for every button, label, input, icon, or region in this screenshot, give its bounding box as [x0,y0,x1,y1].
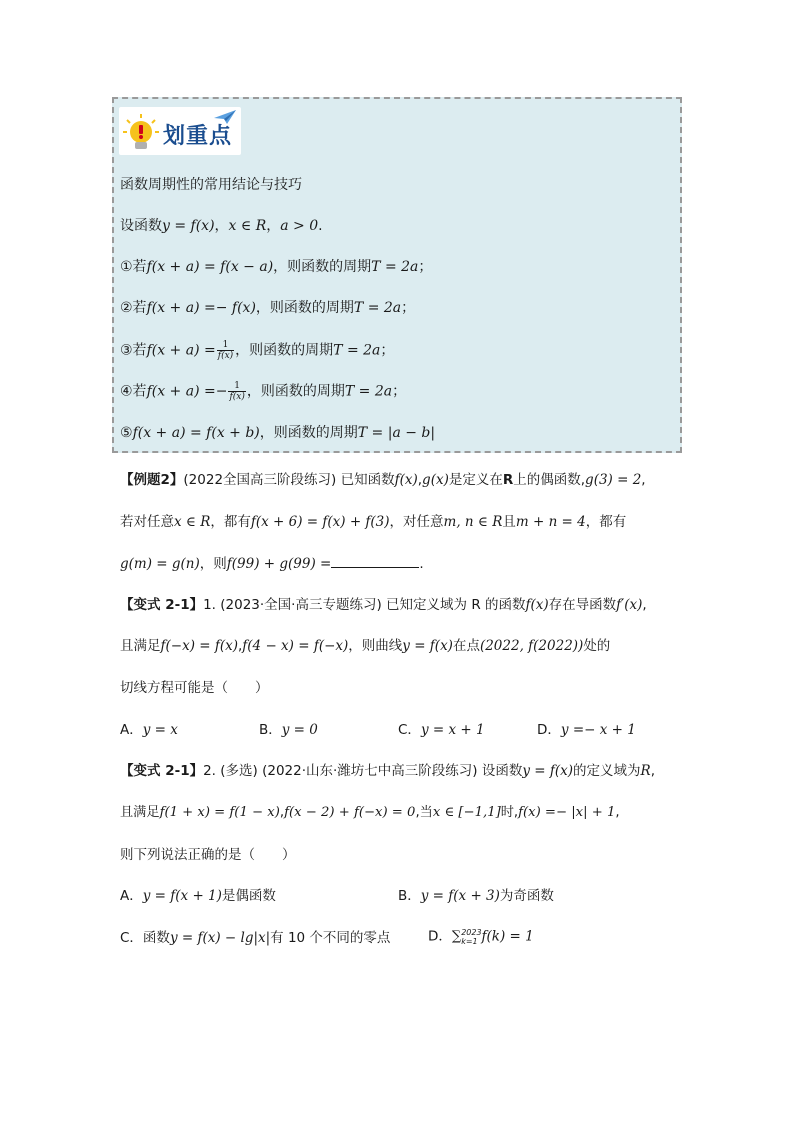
math: f(x + a) =− f(x) [146,300,256,316]
math: f(x) =− |x| + 1 [518,805,616,820]
math: m + n = 4 [515,514,586,530]
text: 且满足 [120,805,160,820]
text: ，则曲线 [348,638,403,654]
text: 是定义在 [448,472,503,488]
math: y = f(x + 3) [420,888,500,904]
math: f(k) = 1 [481,928,534,945]
text: . [419,556,424,572]
option-label: D． [428,928,452,945]
math: y = f(x) [522,763,574,779]
math: y = f(x) [162,218,215,234]
math: x ∈ [−1,1] [432,805,501,820]
rule-4 [120,381,406,402]
math: T = 2a [344,383,393,400]
math: f(x − 2) + f(−x) = 0 [284,805,416,820]
text: , [417,472,423,488]
rule-2 [120,299,415,317]
text: ； [380,342,395,359]
math: y =− x + 1 [560,722,636,738]
math: T = 2a [353,300,402,316]
variant1-option-b[interactable] [259,721,318,739]
math: f(x + a) = f(x − a) [146,259,274,275]
math: y = f(x) − lg|x| [169,930,271,946]
math: T = 2a [333,342,381,359]
text: ， [266,218,281,234]
text: ，都有 [585,514,627,530]
rule-5 [120,424,435,442]
text: 1. (2023·全国·高三专题练习) 已知定义域为 R 的函数 [203,597,526,613]
text: , [238,638,243,654]
math: a > 0 [280,218,319,234]
example2-line2 [120,513,626,531]
math: f(x) [394,472,418,488]
text: , [641,472,646,488]
fraction-numerator: 1 [228,381,245,392]
option-label: C． [398,722,421,738]
text: 设函数 [120,218,162,234]
math: m, n ∈ R [443,514,503,530]
math: (2022, f(2022)) [479,638,584,654]
variant1-line1 [120,596,647,614]
text: 且满足 [120,638,161,654]
example2-line3 [120,555,424,573]
text: 2. (多选) (2022·山东·潍坊七中高三阶段练习) 设函数 [203,763,523,779]
text: , [615,805,620,820]
math: f(x + a) = [146,342,216,359]
variant1-line2 [120,637,610,655]
text: ； [418,259,433,275]
variant2-option-d[interactable] [428,927,534,946]
option-label: A． [120,888,143,904]
text: ①若 [120,259,147,275]
text: 有 10 个不同的零点 [270,930,391,946]
text: ，则函数的周期 [246,383,345,400]
box-intro [120,217,323,235]
variant2-line3: 则下列说法正确的是（ ） [120,847,296,863]
text: 为奇函数 [499,888,554,904]
text: ,当 [415,805,433,820]
math: y = 0 [281,722,318,738]
lightbulb-icon [122,113,160,153]
example-tag: 【例题2】 [120,472,184,488]
badge-label: 划重点 [163,124,233,149]
option-label: D． [537,722,561,738]
variant1-line3: 切线方程可能是（ ） [120,680,269,696]
text: ，则函数的周期 [259,425,358,441]
math: R [640,763,651,779]
text: 上的偶函数, [513,472,586,488]
variant-tag: 【变式 2-1】 [120,763,204,779]
option-label: C．函数 [120,930,170,946]
variant2-option-b[interactable] [398,887,554,905]
text: R [502,472,514,488]
text: 处的 [583,638,611,654]
example2-line1 [120,471,646,489]
text: ，都有 [210,514,251,530]
text: ②若 [120,300,147,316]
text: . [318,218,323,234]
paper-plane-icon [213,109,237,125]
text: 时, [500,805,519,820]
text: ，则 [199,556,227,572]
math: y = x [142,722,178,738]
option-label: A． [120,722,143,738]
math: f(x) [525,597,549,613]
text: , [642,597,647,613]
text: 在点 [452,638,480,654]
math: f(x + a) = f(x + b) [132,425,260,441]
text: 是偶函数 [221,888,276,904]
math: g(m) = g(n) [120,556,200,572]
fraction-denominator: f(x) [229,392,245,402]
text: ④若 [120,383,147,400]
fraction-numerator: 1 [217,340,234,351]
math: x ∈ R [228,218,267,234]
variant2-option-a[interactable] [120,887,276,905]
text: 若对任意 [120,514,174,530]
math: f′(x) [616,597,643,613]
text: ，则函数的周期 [235,342,334,359]
text: ③若 [120,342,147,359]
text: ⑤ [120,425,133,441]
math: f(x + 6) = f(x) + f(3) [250,514,390,530]
math: x ∈ R [174,514,211,530]
variant2-line2 [120,804,620,822]
box-title: 函数周期性的常用结论与技巧 [120,177,302,193]
text: ，则函数的周期 [255,300,354,316]
math: f(99) + g(99) = [226,556,332,572]
variant1-option-c[interactable] [398,721,485,739]
sum-lower: k=1 [461,936,478,946]
summation: ∑ [451,929,462,944]
math: g(x) [422,472,449,488]
text: ，则函数的周期 [273,259,372,275]
math: y = f(x) [402,638,453,654]
option-label: B． [398,888,421,904]
math: T = |a − b| [357,425,436,441]
variant-tag: 【变式 2-1】 [120,597,204,613]
fraction [217,340,234,361]
text: 且 [502,514,516,530]
text: (2022全国高三阶段练习) 已知函数 [183,472,395,488]
math: f(4 − x) = f(−x) [242,638,349,654]
math: y = f(x + 1) [142,888,222,904]
variant2-option-c[interactable] [120,929,390,947]
text: 的定义域为 [573,763,641,779]
sum-limits [461,928,481,946]
text: ，对任意 [389,514,444,530]
text: ， [214,218,229,234]
rule-1 [120,258,432,276]
text: 存在导函数 [548,597,617,613]
math: T = 2a [371,259,419,275]
key-points-badge [119,107,241,155]
variant1-option-d[interactable] [537,721,636,739]
text: ； [401,300,416,316]
math: f(1 + x) = f(1 − x) [159,805,280,820]
text: , [650,763,655,779]
math: f(−x) = f(x) [160,638,238,654]
answer-blank[interactable] [331,555,419,568]
math: y = x + 1 [420,722,485,738]
option-label: B． [259,722,282,738]
text: , [279,805,285,820]
math: f(x + a) =− [146,383,228,400]
text: ； [392,383,407,400]
sum-upper: 2023 [461,927,482,937]
fraction [228,381,245,402]
rule-3 [120,340,394,361]
variant1-option-a[interactable] [120,721,178,739]
fraction-denominator: f(x) [217,351,234,361]
math: g(3) = 2 [585,472,642,488]
variant2-line1 [120,762,655,780]
